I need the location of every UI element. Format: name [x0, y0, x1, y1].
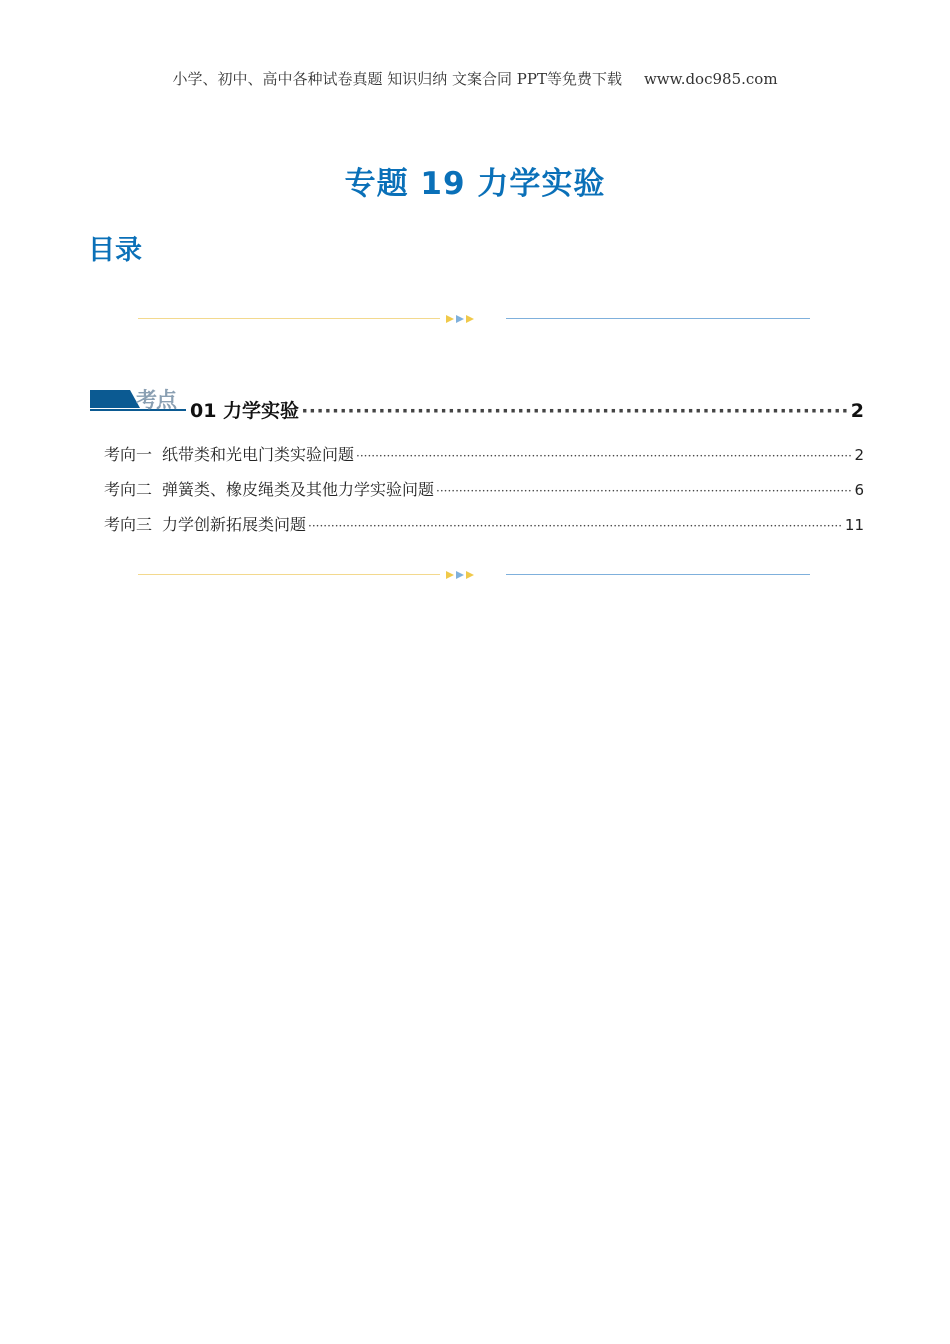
toc-item-page: 2	[854, 446, 864, 464]
toc-leader-dots	[301, 400, 849, 422]
toc-leader-dots	[436, 484, 852, 498]
page-header	[0, 68, 950, 89]
badge-bar-icon	[90, 390, 140, 408]
toc-leader-dots	[356, 449, 852, 463]
toc-item-prefix: 考向三	[104, 515, 153, 534]
divider-line-left	[138, 318, 440, 319]
toc-entry-item-3[interactable]	[104, 512, 864, 535]
toc-item-label: 纸带类和光电门类实验问题	[162, 445, 355, 464]
divider-arrows-icon	[446, 568, 474, 582]
divider-arrows-icon	[446, 312, 474, 326]
toc-entry-section[interactable]	[190, 396, 864, 423]
badge-label: 考点	[136, 387, 176, 412]
divider-line-left	[138, 574, 440, 575]
top-divider	[138, 312, 810, 326]
toc-section-page: 2	[850, 400, 864, 422]
toc-item-prefix: 考向一	[104, 445, 153, 464]
toc-entry-item-2[interactable]	[104, 477, 864, 500]
toc-item-page: 11	[844, 516, 864, 534]
toc-leader-dots	[308, 519, 843, 533]
toc-item-prefix: 考向二	[104, 480, 153, 499]
toc-entry-item-1[interactable]	[104, 442, 864, 465]
toc-item-page: 6	[854, 481, 864, 499]
header-site-link[interactable]: www.doc985.com	[643, 70, 778, 88]
header-text: 小学、初中、高中各种试卷真题 知识归纳 文案合同 PPT等免费下载	[172, 70, 622, 88]
toc-item-label: 力学创新拓展类问题	[162, 515, 307, 534]
bottom-divider	[138, 568, 810, 582]
toc-heading: 目录	[88, 235, 142, 266]
divider-line-right	[506, 318, 810, 319]
toc-section-label: 01 力学实验	[190, 400, 300, 422]
divider-line-right	[506, 574, 810, 575]
document-title: 专题 19 力学实验	[344, 166, 606, 202]
section-badge	[90, 386, 188, 416]
toc-item-label: 弹簧类、橡皮绳类及其他力学实验问题	[162, 480, 435, 499]
